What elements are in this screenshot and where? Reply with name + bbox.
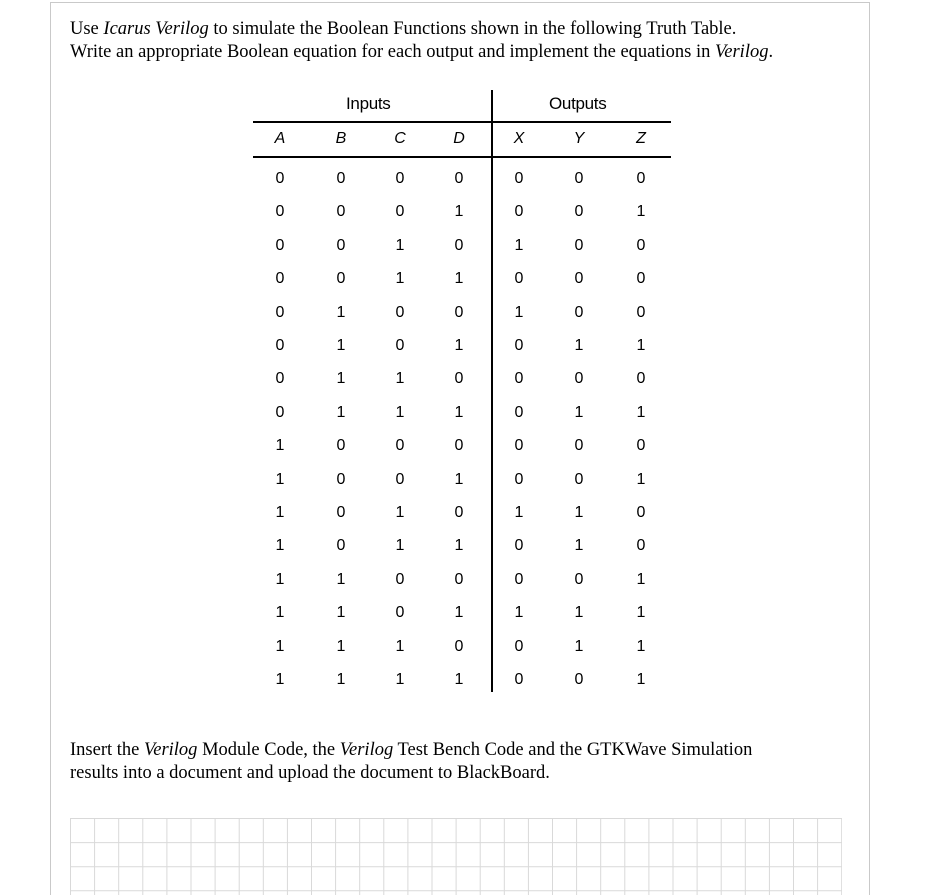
table-cell-z: 0 bbox=[636, 370, 646, 388]
table-cell-a: 1 bbox=[275, 637, 285, 655]
table-cell-z: 0 bbox=[636, 170, 646, 187]
table-cell-b: 1 bbox=[336, 637, 346, 655]
intro-text: Use bbox=[70, 19, 104, 39]
table-cell-a: 0 bbox=[275, 337, 285, 354]
table-cell-d: 1 bbox=[454, 270, 464, 288]
table-cell-d: 1 bbox=[454, 203, 464, 221]
table-cell-y: 0 bbox=[574, 570, 584, 588]
table-cell-a: 1 bbox=[275, 470, 285, 488]
table-cell-c: 0 bbox=[395, 437, 405, 455]
table-cell-d: 0 bbox=[454, 437, 464, 455]
table-cell-b: 0 bbox=[336, 203, 346, 221]
table-cell-y: 0 bbox=[574, 270, 584, 288]
column-header-x: X bbox=[513, 130, 525, 147]
table-cell-z: 1 bbox=[636, 637, 646, 655]
table-cell-x: 0 bbox=[514, 403, 524, 421]
table-cell-z: 1 bbox=[636, 403, 646, 421]
table-cell-a: 0 bbox=[275, 403, 285, 421]
table-cell-b: 0 bbox=[336, 437, 346, 455]
table-cell-d: 0 bbox=[454, 637, 464, 655]
table-cell-x: 0 bbox=[514, 470, 524, 488]
table-cell-d: 0 bbox=[454, 236, 464, 254]
table-cell-x: 0 bbox=[514, 370, 524, 388]
table-cell-a: 1 bbox=[275, 437, 285, 455]
table-cell-b: 1 bbox=[336, 337, 346, 354]
table-cell-x: 1 bbox=[514, 303, 524, 321]
instructions-paragraph bbox=[70, 18, 860, 64]
table-cell-y: 0 bbox=[574, 236, 584, 254]
table-cell-d: 1 bbox=[454, 337, 464, 354]
table-cell-b: 1 bbox=[336, 671, 346, 688]
table-cell-c: 1 bbox=[395, 270, 405, 288]
table-cell-b: 0 bbox=[336, 170, 346, 187]
table-cell-b: 1 bbox=[336, 403, 346, 421]
table-cell-x: 0 bbox=[514, 270, 524, 288]
header-top-rule bbox=[253, 121, 671, 123]
table-cell-b: 0 bbox=[336, 537, 346, 555]
intro-text: Write an appropriate Boolean equation for each output and implement the equations in bbox=[70, 42, 716, 62]
table-cell-x: 0 bbox=[514, 337, 524, 354]
table-cell-b: 0 bbox=[336, 236, 346, 254]
table-cell-c: 1 bbox=[395, 504, 405, 521]
outro-text: results into a document and upload the document to BlackBoard. bbox=[70, 763, 550, 783]
table-cell-d: 0 bbox=[454, 370, 464, 388]
outro-text: Module Code, the bbox=[197, 740, 340, 760]
table-cell-y: 0 bbox=[574, 671, 584, 688]
language-name: Verilog bbox=[715, 42, 769, 62]
table-cell-x: 0 bbox=[514, 671, 524, 688]
column-header-b: B bbox=[335, 130, 347, 147]
table-cell-c: 0 bbox=[395, 604, 405, 622]
table-cell-x: 0 bbox=[514, 570, 524, 588]
input-output-divider bbox=[491, 90, 493, 692]
table-cell-y: 0 bbox=[574, 470, 584, 488]
header-bottom-rule bbox=[253, 156, 671, 158]
table-cell-y: 1 bbox=[574, 337, 584, 354]
answer-grid bbox=[70, 818, 842, 895]
intro-text: to simulate the Boolean Functions shown in the following Truth Table. bbox=[208, 19, 737, 39]
table-cell-b: 0 bbox=[336, 504, 346, 521]
table-cell-d: 0 bbox=[454, 303, 464, 321]
table-cell-d: 1 bbox=[454, 470, 464, 488]
table-cell-c: 1 bbox=[395, 637, 405, 655]
table-cell-z: 1 bbox=[636, 604, 646, 622]
table-cell-d: 1 bbox=[454, 604, 464, 622]
table-cell-a: 0 bbox=[275, 370, 285, 388]
table-cell-d: 0 bbox=[454, 170, 464, 187]
table-cell-x: 0 bbox=[514, 437, 524, 455]
table-cell-c: 0 bbox=[395, 470, 405, 488]
table-cell-b: 0 bbox=[336, 270, 346, 288]
table-cell-z: 0 bbox=[636, 236, 646, 254]
table-cell-a: 0 bbox=[275, 203, 285, 221]
table-cell-z: 1 bbox=[636, 671, 646, 688]
table-cell-y: 0 bbox=[574, 370, 584, 388]
table-cell-b: 1 bbox=[336, 303, 346, 321]
submission-paragraph bbox=[70, 739, 860, 785]
table-cell-x: 0 bbox=[514, 637, 524, 655]
table-cell-z: 0 bbox=[636, 303, 646, 321]
table-cell-b: 1 bbox=[336, 604, 346, 622]
outro-text: Test Bench Code and the GTKWave Simulation bbox=[393, 740, 753, 760]
table-cell-a: 0 bbox=[275, 303, 285, 321]
column-header-c: C bbox=[394, 130, 406, 147]
table-cell-c: 1 bbox=[395, 537, 405, 555]
table-cell-a: 0 bbox=[275, 270, 285, 288]
table-cell-x: 1 bbox=[514, 236, 524, 254]
outputs-group-label: Outputs bbox=[549, 94, 607, 113]
table-cell-y: 1 bbox=[574, 537, 584, 555]
table-cell-a: 0 bbox=[275, 236, 285, 254]
table-cell-y: 1 bbox=[574, 637, 584, 655]
table-cell-c: 1 bbox=[395, 370, 405, 388]
table-cell-y: 0 bbox=[574, 437, 584, 455]
table-cell-b: 1 bbox=[336, 370, 346, 388]
table-cell-c: 0 bbox=[395, 303, 405, 321]
table-cell-a: 1 bbox=[275, 671, 285, 688]
table-cell-a: 1 bbox=[275, 570, 285, 588]
table-cell-d: 1 bbox=[454, 537, 464, 555]
column-header-z: Z bbox=[636, 130, 646, 147]
table-cell-c: 0 bbox=[395, 570, 405, 588]
table-cell-a: 1 bbox=[275, 504, 285, 521]
column-header-d: D bbox=[453, 130, 465, 147]
table-cell-x: 0 bbox=[514, 537, 524, 555]
table-cell-a: 1 bbox=[275, 537, 285, 555]
table-cell-d: 1 bbox=[454, 671, 464, 688]
table-cell-b: 1 bbox=[336, 570, 346, 588]
table-cell-y: 0 bbox=[574, 303, 584, 321]
table-cell-c: 0 bbox=[395, 203, 405, 221]
tool-name: Icarus Verilog bbox=[103, 19, 209, 39]
table-cell-c: 0 bbox=[395, 170, 405, 187]
table-cell-y: 1 bbox=[574, 504, 584, 521]
table-cell-x: 0 bbox=[514, 170, 524, 187]
truth-table bbox=[253, 90, 673, 700]
table-cell-y: 0 bbox=[574, 170, 584, 187]
table-cell-c: 1 bbox=[395, 236, 405, 254]
table-cell-d: 1 bbox=[454, 403, 464, 421]
table-cell-x: 1 bbox=[514, 504, 524, 521]
column-header-y: Y bbox=[573, 130, 585, 147]
table-cell-z: 1 bbox=[636, 470, 646, 488]
table-cell-c: 0 bbox=[395, 337, 405, 354]
table-cell-z: 1 bbox=[636, 570, 646, 588]
language-name: Verilog bbox=[339, 740, 394, 760]
table-cell-c: 1 bbox=[395, 403, 405, 421]
language-name: Verilog bbox=[143, 740, 198, 760]
table-cell-z: 0 bbox=[636, 270, 646, 288]
table-cell-d: 0 bbox=[454, 504, 464, 521]
outro-text: Insert the bbox=[70, 740, 144, 760]
table-cell-a: 0 bbox=[275, 170, 285, 187]
table-cell-y: 0 bbox=[574, 203, 584, 221]
table-cell-a: 1 bbox=[275, 604, 285, 622]
table-cell-b: 0 bbox=[336, 470, 346, 488]
table-cell-z: 1 bbox=[636, 203, 646, 221]
table-cell-d: 0 bbox=[454, 570, 464, 588]
table-cell-z: 0 bbox=[636, 504, 646, 521]
table-cell-y: 1 bbox=[574, 604, 584, 622]
table-cell-z: 1 bbox=[636, 337, 646, 354]
table-cell-z: 0 bbox=[636, 437, 646, 455]
column-header-a: A bbox=[274, 130, 286, 147]
table-cell-c: 1 bbox=[395, 671, 405, 688]
inputs-group-label: Inputs bbox=[346, 94, 391, 113]
intro-text: . bbox=[768, 42, 774, 62]
table-cell-x: 1 bbox=[514, 604, 524, 622]
table-cell-y: 1 bbox=[574, 403, 584, 421]
table-cell-x: 0 bbox=[514, 203, 524, 221]
table-cell-z: 0 bbox=[636, 537, 646, 555]
